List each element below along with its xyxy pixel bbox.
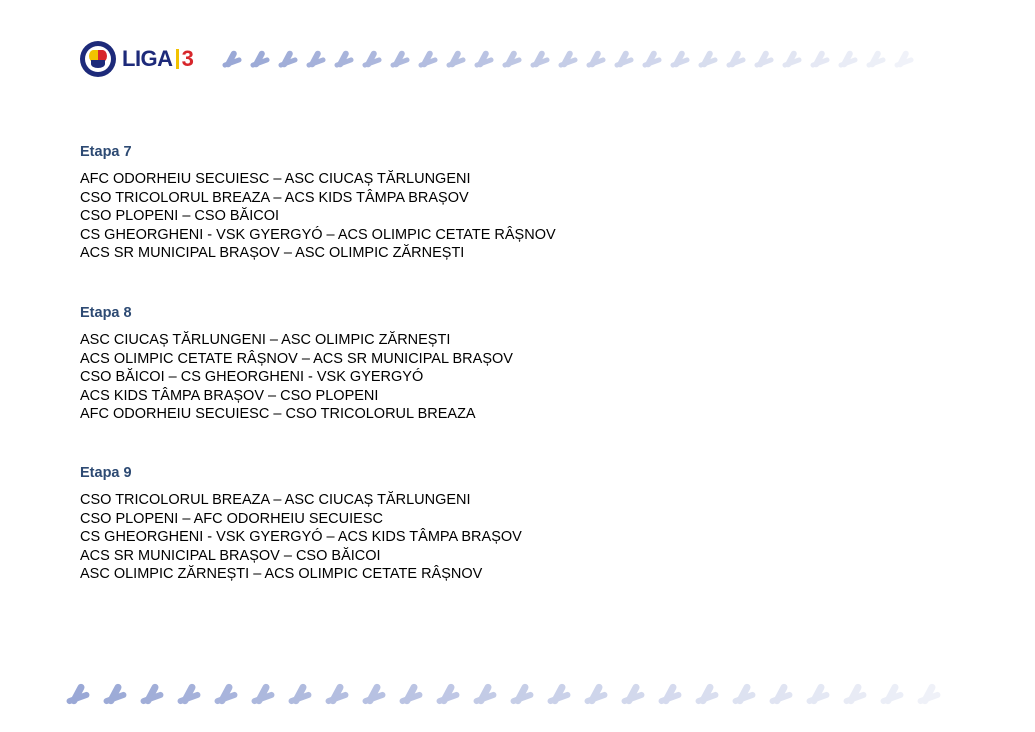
liga-chevron-icon <box>894 50 914 68</box>
liga-chevron-icon <box>250 50 270 68</box>
liga-chevron-icon <box>558 50 578 68</box>
stage-title: Etapa 9 <box>80 465 132 481</box>
match-line: AFC ODORHEIU SECUIESC – CSO TRICOLORUL BREAZA <box>80 406 476 422</box>
liga-chevron-icon <box>917 683 941 705</box>
liga-chevron-icon <box>614 50 634 68</box>
liga-chevron-icon <box>642 50 662 68</box>
liga-chevron-icon <box>510 683 534 705</box>
stage-section-7 <box>80 144 556 263</box>
match-line: AFC ODORHEIU SECUIESC – ASC CIUCAȘ TĂRLUNGENI <box>80 171 471 187</box>
liga-chevron-icon <box>502 50 522 68</box>
logo-number: 3 <box>181 46 194 71</box>
liga-chevron-icon <box>866 50 886 68</box>
liga-chevron-icon <box>698 50 718 68</box>
liga-chevron-icon <box>251 683 275 705</box>
footer-pattern <box>66 683 954 705</box>
match-line: CSO BĂICOI – CS GHEORGHENI - VSK GYERGYÓ <box>80 369 424 385</box>
liga-chevron-icon <box>436 683 460 705</box>
liga-chevron-icon <box>732 683 756 705</box>
match-line: ACS KIDS TÂMPA BRAȘOV – CSO PLOPENI <box>80 387 379 404</box>
liga-chevron-icon <box>306 50 326 68</box>
liga-chevron-icon <box>278 50 298 68</box>
liga-chevron-icon <box>880 683 904 705</box>
match-line: ACS SR MUNICIPAL BRAȘOV – ASC OLIMPIC ZĂRNEȘTI <box>80 245 465 261</box>
stage-section-9 <box>80 465 522 584</box>
match-line: CSO TRICOLORUL BREAZA – ASC CIUCAȘ TĂRLUNGENI <box>80 492 471 508</box>
match-line: CS GHEORGHENI - VSK GYERGYÓ – ACS KIDS TÂMPA BRAȘOV <box>80 529 522 545</box>
liga-chevron-icon <box>670 50 690 68</box>
liga-chevron-icon <box>334 50 354 68</box>
liga-chevron-icon <box>390 50 410 68</box>
logo-text <box>122 46 193 72</box>
match-line: CSO TRICOLORUL BREAZA – ACS KIDS TÂMPA BRAȘOV <box>80 189 469 206</box>
liga-chevron-icon <box>140 683 164 705</box>
ball-icon <box>80 41 116 77</box>
liga-chevron-icon <box>103 683 127 705</box>
match-line: ASC CIUCAȘ TĂRLUNGENI – ASC OLIMPIC ZĂRNEȘTI <box>80 332 451 348</box>
match-line: CSO PLOPENI – CSO BĂICOI <box>80 208 280 224</box>
match-line: ACS SR MUNICIPAL BRAȘOV – CSO BĂICOI <box>80 547 381 564</box>
liga-chevron-icon <box>222 50 242 68</box>
match-line: CSO PLOPENI – AFC ODORHEIU SECUIESC <box>80 510 383 527</box>
liga-chevron-icon <box>769 683 793 705</box>
liga-chevron-icon <box>547 683 571 705</box>
logo-separator <box>176 49 179 69</box>
stage-title: Etapa 8 <box>80 305 132 321</box>
liga-chevron-icon <box>621 683 645 705</box>
liga-chevron-icon <box>806 683 830 705</box>
liga-chevron-icon <box>325 683 349 705</box>
liga-chevron-icon <box>782 50 802 68</box>
liga-chevron-icon <box>288 683 312 705</box>
liga-chevron-icon <box>66 683 90 705</box>
liga-chevron-icon <box>446 50 466 68</box>
match-line: ASC OLIMPIC ZĂRNEȘTI – ACS OLIMPIC CETATE RÂȘNOV <box>80 566 483 582</box>
liga-chevron-icon <box>473 683 497 705</box>
liga-chevron-icon <box>843 683 867 705</box>
liga-chevron-icon <box>754 50 774 68</box>
logo-word: LIGA <box>122 46 173 71</box>
liga-chevron-icon <box>418 50 438 68</box>
liga3-logo <box>80 40 193 78</box>
liga-chevron-icon <box>214 683 238 705</box>
liga-chevron-icon <box>399 683 423 705</box>
liga-chevron-icon <box>362 683 386 705</box>
liga-chevron-icon <box>474 50 494 68</box>
stage-title: Etapa 7 <box>80 144 132 160</box>
liga-chevron-icon <box>695 683 719 705</box>
liga-chevron-icon <box>584 683 608 705</box>
liga-chevron-icon <box>177 683 201 705</box>
liga-chevron-icon <box>726 50 746 68</box>
liga-chevron-icon <box>810 50 830 68</box>
liga-chevron-icon <box>838 50 858 68</box>
match-line: ACS OLIMPIC CETATE RÂȘNOV – ACS SR MUNICIPAL BRAȘOV <box>80 350 513 367</box>
stage-section-8 <box>80 305 513 424</box>
liga-chevron-icon <box>586 50 606 68</box>
match-line: CS GHEORGHENI - VSK GYERGYÓ – ACS OLIMPIC CETATE RÂȘNOV <box>80 226 556 243</box>
liga-chevron-icon <box>530 50 550 68</box>
liga-chevron-icon <box>362 50 382 68</box>
liga-chevron-icon <box>658 683 682 705</box>
header-pattern <box>222 50 922 68</box>
